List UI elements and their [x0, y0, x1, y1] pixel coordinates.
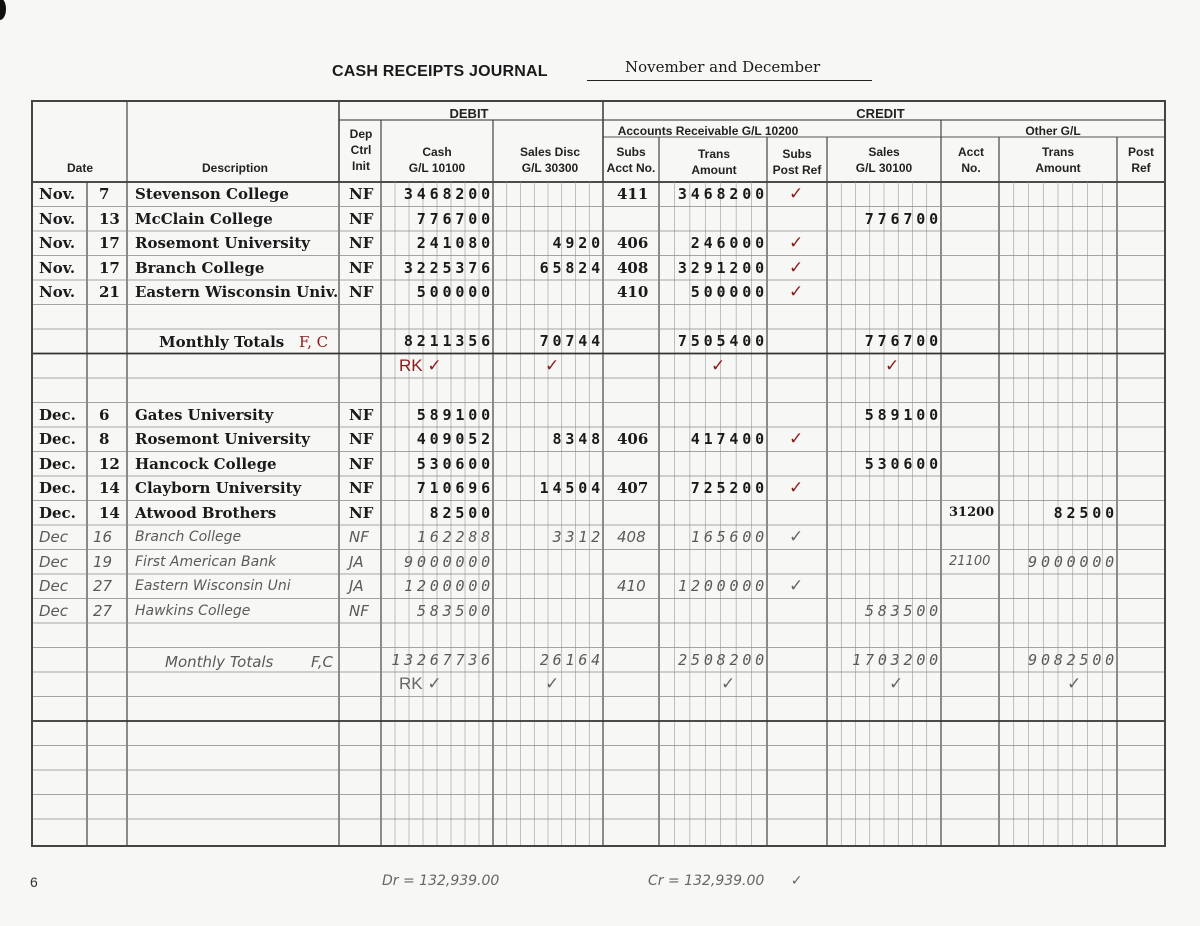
entry-month: Dec	[39, 528, 69, 546]
entry-day: 27	[93, 577, 113, 595]
nov-trans-total: 7505400	[677, 332, 768, 350]
entry-init: NF	[349, 283, 374, 301]
entry-day: 13	[99, 209, 120, 228]
post-label: Post	[1127, 145, 1154, 159]
dec-cash-post-icon: RK ✓	[399, 674, 442, 693]
entry-month: Dec.	[39, 454, 76, 473]
entry-description: First American Bank	[135, 553, 277, 570]
sales-amount: 583500	[865, 601, 942, 620]
subs-acct-no: 406	[617, 234, 649, 252]
cash-gl: G/L 10100	[408, 161, 466, 175]
trans-amount-header	[661, 146, 767, 178]
entry-description: Hancock College	[135, 454, 277, 473]
entry-month: Nov.	[39, 258, 76, 277]
sales-label: Sales	[868, 145, 900, 159]
entry-month: Nov.	[39, 283, 76, 301]
journal-period: November and December	[625, 58, 821, 76]
other-trans-amount: 9000000	[1028, 552, 1118, 571]
entry-month: Nov.	[39, 209, 76, 228]
entry-day: 14	[99, 503, 120, 522]
cash-amount: 710696	[416, 479, 494, 497]
cash-amount: 241080	[416, 234, 494, 252]
post-check-icon: ✓	[789, 233, 804, 252]
entry-init: NF	[349, 528, 369, 546]
entry-day: 27	[93, 601, 113, 620]
subs-acct-no: 408	[617, 258, 649, 277]
cash-amount: 162288	[417, 528, 494, 546]
entry-day: 21	[99, 283, 120, 301]
post-check-icon: ✓	[789, 282, 804, 301]
entry-month: Nov.	[39, 234, 76, 252]
nov-cash-total: 8211356	[403, 332, 494, 350]
dec-disc-post-icon: ✓	[545, 674, 560, 693]
cash-receipts-journal-table	[31, 100, 1166, 847]
nov-totals-mark: F, C	[299, 333, 329, 351]
cash-amount: 583500	[417, 601, 494, 620]
ctrl-line: Ctrl	[350, 143, 372, 157]
ar-trans-amount: 246000	[690, 234, 768, 252]
entry-description: Hawkins College	[135, 602, 251, 619]
dec-disc-total: 26164	[539, 650, 604, 669]
subs-acct-no: 410	[617, 577, 646, 595]
credit-total-text: Cr = 132,939.00	[648, 873, 765, 889]
footer-check-icon: ✓	[790, 873, 803, 889]
ar-trans-amount: 725200	[690, 479, 768, 497]
acct-label: Acct	[957, 145, 984, 159]
post-check-icon: ✓	[789, 478, 804, 497]
entry-description: Clayborn University	[135, 479, 302, 497]
subs-acct-header	[603, 144, 659, 176]
entry-day: 17	[99, 258, 120, 277]
dec-trans-total: 2508200	[678, 650, 768, 669]
sales-disc-header	[495, 144, 605, 176]
sales-amount: 776700	[864, 209, 942, 228]
dep-line: Dep	[349, 127, 373, 141]
entry-day: 14	[99, 479, 120, 497]
ar-trans-amount: 165600	[691, 528, 768, 546]
cash-amount: 9000000	[404, 552, 494, 571]
ref-label: Ref	[1131, 161, 1151, 175]
trans-label: Trans	[697, 147, 730, 161]
debit-header: DEBIT	[449, 106, 489, 121]
entry-description: Branch College	[135, 258, 265, 277]
entry-month: Dec	[39, 601, 69, 620]
post-check-icon: ✓	[789, 257, 804, 277]
sales-amount: 530600	[864, 454, 942, 473]
cash-header	[381, 144, 493, 176]
entry-description: Eastern Wisconsin Uni	[135, 578, 291, 594]
entry-init: NF	[349, 234, 374, 252]
cash-amount: 589100	[416, 405, 494, 424]
cash-amount: 82500	[429, 503, 494, 522]
entry-description: Stevenson College	[135, 185, 289, 203]
debit-total-note: Dr = 132,939.00	[382, 873, 500, 889]
post-ref-header	[1119, 144, 1163, 176]
acct-no-label: Acct No.	[606, 161, 656, 175]
cash-amount: 3468200	[403, 185, 494, 203]
nov-trans-post-icon: ✓	[711, 355, 726, 375]
entry-month: Dec.	[39, 503, 76, 522]
page-corner-mark	[0, 0, 6, 20]
entry-description: Branch College	[135, 529, 242, 545]
credit-header: CREDIT	[856, 106, 905, 121]
ar-trans-amount: 3468200	[677, 185, 768, 203]
date-header: Date	[66, 161, 93, 175]
ar-trans-amount: 1200000	[678, 577, 768, 595]
entry-init: NF	[349, 601, 369, 620]
entry-init: NF	[349, 454, 374, 473]
journal-title-row	[332, 58, 877, 86]
entry-description: Gates University	[135, 405, 274, 424]
cash-amount: 1200000	[404, 577, 494, 595]
sales-disc-gl: G/L 30300	[521, 161, 579, 175]
sales-disc-amount: 65824	[539, 258, 604, 277]
nov-sales-total: 776700	[864, 332, 942, 350]
entry-month: Dec.	[39, 430, 76, 448]
sales-disc-amount: 14504	[539, 479, 604, 497]
nov-cash-post-icon: RK ✓	[399, 355, 442, 375]
dec-trans-post-icon: ✓	[721, 674, 736, 693]
subs-acct-no: 410	[617, 283, 649, 301]
entry-month: Dec	[39, 577, 69, 595]
amount-label: Amount	[691, 163, 737, 177]
other-trans-header	[999, 144, 1117, 176]
nov-disc-post-icon: ✓	[545, 355, 560, 375]
cash-amount: 3225376	[403, 258, 494, 277]
entry-description: Eastern Wisconsin Univ.	[135, 283, 339, 301]
nov-disc-total: 70744	[539, 332, 604, 350]
subs-post-header	[769, 146, 825, 178]
dec-sales-post-icon: ✓	[889, 674, 904, 693]
entry-month: Nov.	[39, 185, 76, 203]
entry-init: NF	[349, 209, 374, 228]
subs-label: Subs	[616, 145, 646, 159]
credit-total-note	[648, 873, 803, 889]
sales-disc-amount: 3312	[552, 528, 604, 546]
post-check-icon: ✓	[789, 429, 804, 448]
dec-sales-total: 1703200	[852, 650, 942, 669]
other-trans-label: Trans	[1041, 145, 1074, 159]
entry-description: Atwood Brothers	[135, 503, 277, 522]
sales-disc-label: Sales Disc	[519, 145, 581, 159]
subs-acct-no: 407	[617, 479, 649, 497]
entry-init: NF	[349, 503, 374, 522]
entry-day: 19	[93, 552, 113, 571]
ar-group-header: Accounts Receivable G/L 10200	[617, 124, 799, 138]
entry-init: JA	[349, 552, 364, 571]
dec-other-total: 9082500	[1028, 650, 1118, 669]
title-underline	[587, 80, 872, 81]
dec-totals-mark: F,C	[311, 652, 333, 671]
sales-header	[829, 144, 939, 176]
subs-post-label: Subs	[782, 147, 812, 161]
nov-sales-post-icon: ✓	[885, 355, 900, 375]
entry-month: Dec.	[39, 405, 76, 424]
ar-trans-amount: 3291200	[677, 258, 768, 277]
entry-init: NF	[349, 430, 374, 448]
other-amount-label: Amount	[1035, 161, 1081, 175]
other-trans-amount: 82500	[1053, 503, 1118, 522]
nov-totals-label: Monthly Totals	[159, 333, 285, 351]
entry-init: NF	[349, 405, 374, 424]
description-header: Description	[201, 161, 268, 175]
sales-gl: G/L 30100	[855, 161, 913, 175]
ar-trans-amount: 417400	[690, 430, 768, 448]
subs-acct-no: 408	[617, 528, 646, 546]
other-acct-no: 21100	[949, 553, 991, 569]
entry-description: McClain College	[135, 209, 273, 228]
cash-amount: 500000	[416, 283, 494, 301]
entry-day: 6	[99, 405, 110, 424]
cash-label: Cash	[422, 145, 452, 159]
ar-trans-amount: 500000	[690, 283, 768, 301]
post-check-icon: ✓	[789, 184, 804, 203]
sales-amount: 589100	[864, 405, 942, 424]
entry-month: Dec	[39, 552, 69, 571]
dep-ctrl-header	[341, 126, 381, 174]
post-check-icon: ✓	[789, 576, 804, 595]
other-acct-no: 31200	[949, 504, 995, 520]
subs-acct-no: 411	[617, 185, 649, 203]
init-line: Init	[352, 159, 370, 173]
entry-day: 17	[99, 234, 120, 252]
dec-other-post-icon: ✓	[1067, 674, 1082, 693]
entry-init: NF	[349, 258, 374, 277]
dec-cash-total: 13267736	[391, 650, 494, 669]
entry-day: 12	[99, 454, 120, 473]
subs-acct-no: 406	[617, 430, 649, 448]
entry-init: JA	[349, 577, 364, 595]
entry-init: NF	[349, 185, 374, 203]
other-gl-header: Other G/L	[1025, 124, 1081, 138]
post-check-icon: ✓	[789, 527, 804, 546]
entry-day: 16	[93, 528, 113, 546]
entry-month: Dec.	[39, 479, 76, 497]
entry-description: Rosemont University	[135, 234, 311, 252]
post-ref-label: Post Ref	[772, 163, 822, 177]
no-label: No.	[961, 161, 981, 175]
cash-amount: 530600	[416, 454, 494, 473]
acct-no-header	[943, 144, 999, 176]
page-number: 6	[30, 874, 38, 890]
entry-description: Rosemont University	[135, 430, 311, 448]
journal-title: CASH RECEIPTS JOURNAL	[332, 63, 548, 80]
sales-disc-amount: 8348	[552, 430, 604, 448]
dec-totals-label: Monthly Totals	[165, 652, 274, 671]
entry-day: 8	[99, 430, 110, 448]
cash-amount: 409052	[416, 430, 494, 448]
entry-init: NF	[349, 479, 374, 497]
sales-disc-amount: 4920	[552, 234, 604, 252]
entry-day: 7	[99, 185, 110, 203]
cash-amount: 776700	[416, 209, 494, 228]
